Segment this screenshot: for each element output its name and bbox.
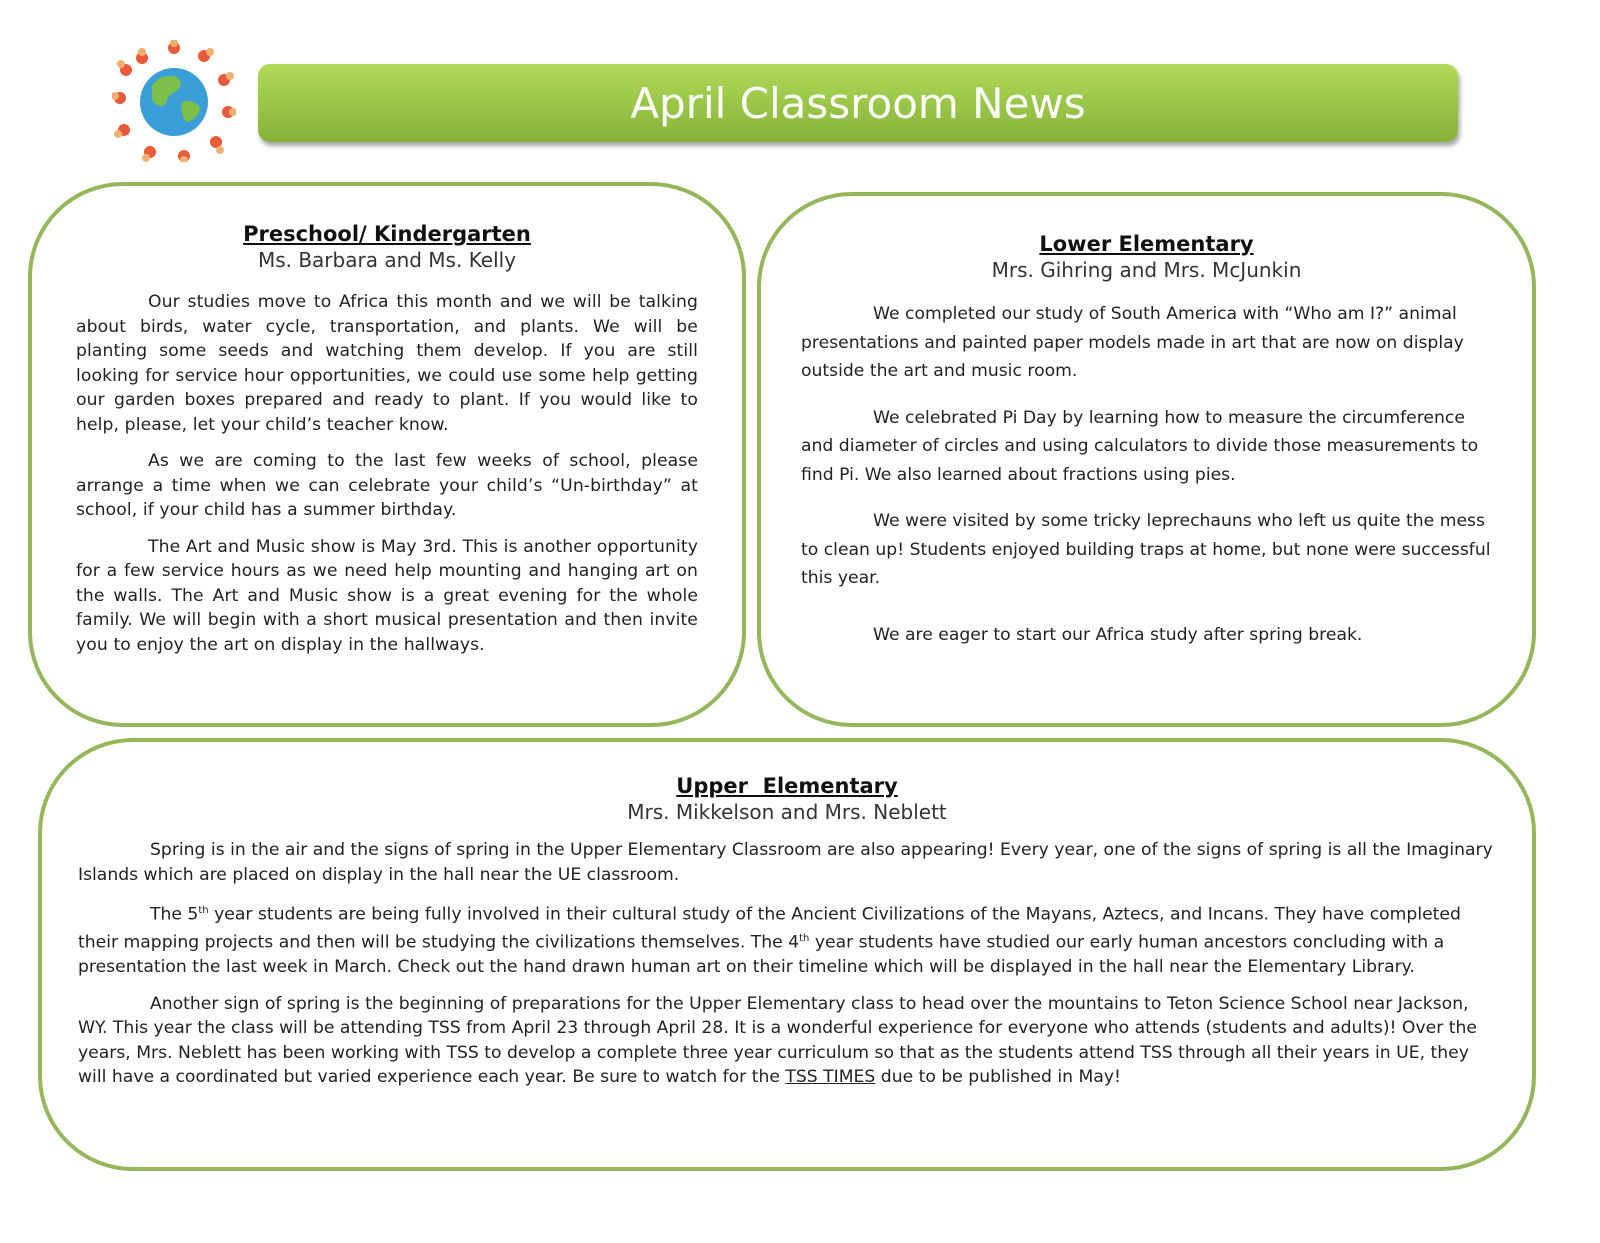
section-teachers: Ms. Barbara and Ms. Kelly (257, 248, 517, 272)
text: The 5 (150, 904, 199, 925)
text: year students are being fully involved in their cultural study of the Ancient Civilizations of the Mayans, Aztecs, and Incans. They have completed their mapping projects and then will be studying the civilizations themselves. The 4 (78, 904, 1461, 953)
paragraph (78, 899, 1496, 980)
text: due to be published in May! (875, 1067, 1121, 1088)
globe-children-logo (112, 40, 236, 162)
section-heading: Lower Elementary (1039, 232, 1254, 256)
paragraph: The Art and Music show is May 3rd. This is another opportunity for a few service hours as we need help mounting and hanging art on the walls. The Art and Music show is a great evening for the whole family. We will begin with a short musical presentation and then invite you to enjoy the art on display in the hallways. (76, 536, 698, 655)
section-teachers: Mrs. Mikkelson and Mrs. Neblett (627, 800, 947, 824)
paragraph: Our studies move to Africa this month and we will be talking about birds, water cycle, transportation, and plants. We will be planting some seeds and watching them develop. If you are still looking for service hour opportunities, we could use some help getting our garden boxes prepared and ready to plant. If you would like to help, please, let your child’s teacher know. (76, 292, 698, 435)
paragraph: We were visited by some tricky leprechauns who left us quite the mess to clean up! Students enjoyed building traps at home, but none were successful this year. (801, 511, 1491, 588)
superscript: th (198, 905, 209, 916)
section-heading: Preschool/ Kindergarten (243, 222, 531, 246)
superscript: th (799, 933, 810, 945)
page-title: April Classroom News (630, 78, 1086, 128)
preschool-section (28, 182, 746, 727)
paragraph: We celebrated Pi Day by learning how to measure the circumference and diameter of circles and using calculators to divide those measurements to find Pi. We also learned about fractions using pies. (801, 407, 1479, 485)
tss-times-link[interactable]: TSS TIMES (785, 1067, 876, 1088)
paragraph: Spring is in the air and the signs of spring in the Upper Elementary Classroom are also appearing! Every year, one of the signs of spring is all the Imaginary Islands which are placed on display in the hall near the UE classroom. (78, 840, 1493, 885)
paragraph: As we are coming to the last few weeks of school, please arrange a time when we can celebrate your child’s “Un-birthday” at school, if your child has a summer birthday. (76, 451, 698, 520)
lower-elementary-section (757, 192, 1536, 727)
paragraph: We are eager to start our Africa study after spring break. (873, 624, 1363, 645)
text: year students have studied our early human ancestors concluding with a presentation the last week in March. Check out the hand drawn human art on their timeline which will be displayed in the hall near the Elementary Library. (78, 932, 1445, 978)
upper-elementary-section (38, 738, 1536, 1171)
section-heading: Upper Elementary (676, 774, 898, 798)
paragraph (78, 992, 1496, 1090)
title-banner (258, 64, 1458, 142)
paragraph: We completed our study of South America with “Who am I?” animal presentations and painted paper models made in art that are now on display outside the art and music room. (801, 304, 1464, 381)
text: Another sign of spring is the beginning of preparations for the Upper Elementary class to head over the mountains to Teton Science School near Jackson, WY. This year the class will be attending TSS from April 23 through April 28. It is a wonderful experience for everyone who attends (students and adults)! Over the years, Mrs. Neblett has been working with TSS to develop a complete three year curriculum so that as the students attend TSS through all their years in UE, they will have a coordinated but varied experience each year. Be sure to watch for the (78, 993, 1477, 1088)
section-teachers: Mrs. Gihring and Mrs. McJunkin (991, 258, 1302, 282)
